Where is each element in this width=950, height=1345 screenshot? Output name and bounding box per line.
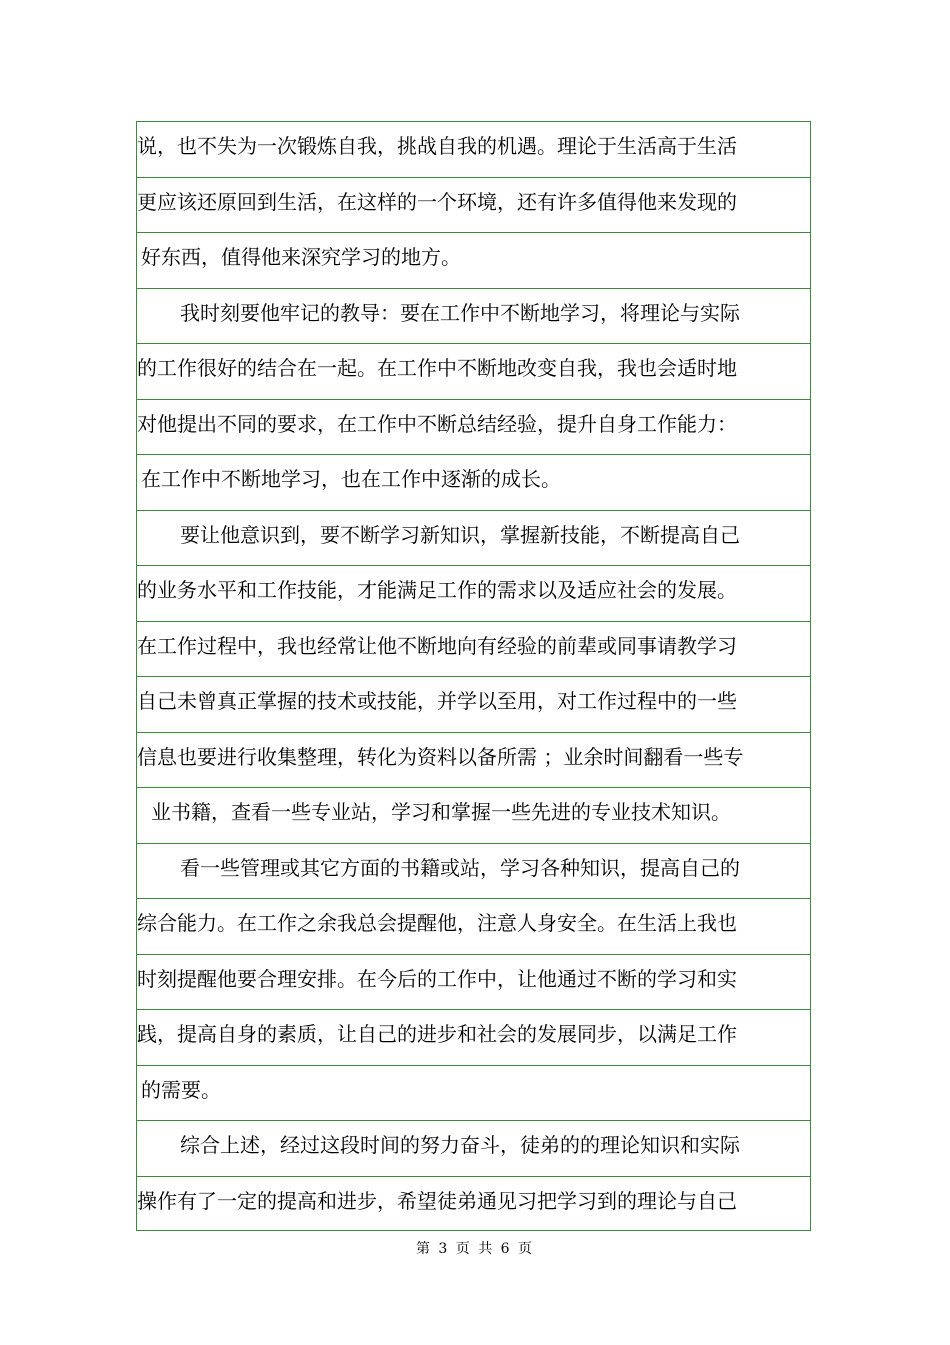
text-line <box>137 1121 810 1177</box>
text-line-content: 业书籍，查看一些专业站，学习和掌握一些先进的专业技术知识。 <box>151 800 731 824</box>
text-line <box>137 178 810 234</box>
text-line <box>137 233 810 289</box>
text-line <box>137 1010 810 1066</box>
text-line <box>137 1066 810 1122</box>
text-line-content: 综合上述，经过这段时间的努力奋斗，徒弟的的理论知识和实际 <box>180 1133 740 1157</box>
page-number-footer: 第 3 页 共 6 页 <box>415 1241 535 1257</box>
text-line <box>137 844 810 900</box>
text-line <box>137 677 810 733</box>
text-line-content: 信息也要进行收集整理，转化为资料以备所需 ；业余时间翻看一些专 <box>137 744 744 769</box>
text-line-content: 好东西，值得他来深究学习的地方。 <box>141 245 461 269</box>
text-line <box>137 733 810 789</box>
document-text-frame <box>136 121 811 1231</box>
text-line-content: 的业务水平和工作技能，才能满足工作的需求以及适应社会的发展。 <box>137 578 737 602</box>
text-line <box>137 289 810 345</box>
text-line-content: 自己未曾真正掌握的技术或技能，并学以至用，对工作过程中的一些 <box>137 689 737 713</box>
text-line <box>137 955 810 1011</box>
text-line-content: 操作有了一定的提高和进步，希望徒弟通见习把学习到的理论与自己 <box>137 1188 737 1213</box>
text-line-content: 在工作过程中，我也经常让他不断地向有经验的前辈或同事请教学习 <box>137 633 737 658</box>
text-line-content: 更应该还原回到生活，在这样的一个环境，还有许多值得他来发现的 <box>137 189 737 214</box>
text-line <box>137 400 810 456</box>
text-line-content: 看一些管理或其它方面的书籍或站，学习各种知识，提高自己的 <box>180 855 740 880</box>
text-line-content: 的工作很好的结合在一起。在工作中不断地改变自我，我也会适时地 <box>137 356 737 380</box>
text-line <box>137 511 810 567</box>
text-line <box>137 788 810 844</box>
text-line <box>137 566 810 622</box>
text-line <box>137 1177 810 1233</box>
text-line-content: 践，提高自身的素质，让自己的进步和社会的发展同步，以满足工作 <box>137 1022 737 1046</box>
text-line-content: 在工作中不断地学习，也在工作中逐渐的成长。 <box>141 467 561 491</box>
text-line <box>137 899 810 955</box>
text-line <box>137 122 810 178</box>
text-line-content: 时刻提醒他要合理安排。在今后的工作中，让他通过不断的学习和实 <box>137 966 737 991</box>
text-line-content: 说，也不失为一次锻炼自我，挑战自我的机遇。理论于生活高于生活 <box>137 134 737 158</box>
text-line-content: 我时刻要他牢记的教导：要在工作中不断地学习，将理论与实际 <box>180 300 740 325</box>
text-line <box>137 455 810 511</box>
text-line <box>137 344 810 400</box>
text-line <box>137 622 810 678</box>
text-line-content: 综合能力。在工作之余我总会提醒他，注意人身安全。在生活上我也 <box>137 911 737 935</box>
text-line-content: 要让他意识到，要不断学习新知识，掌握新技能，不断提高自己 <box>180 522 740 547</box>
text-line-content: 对他提出不同的要求，在工作中不断总结经验，提升自身工作能力： <box>137 411 737 436</box>
text-line-content: 的需要。 <box>141 1077 221 1102</box>
